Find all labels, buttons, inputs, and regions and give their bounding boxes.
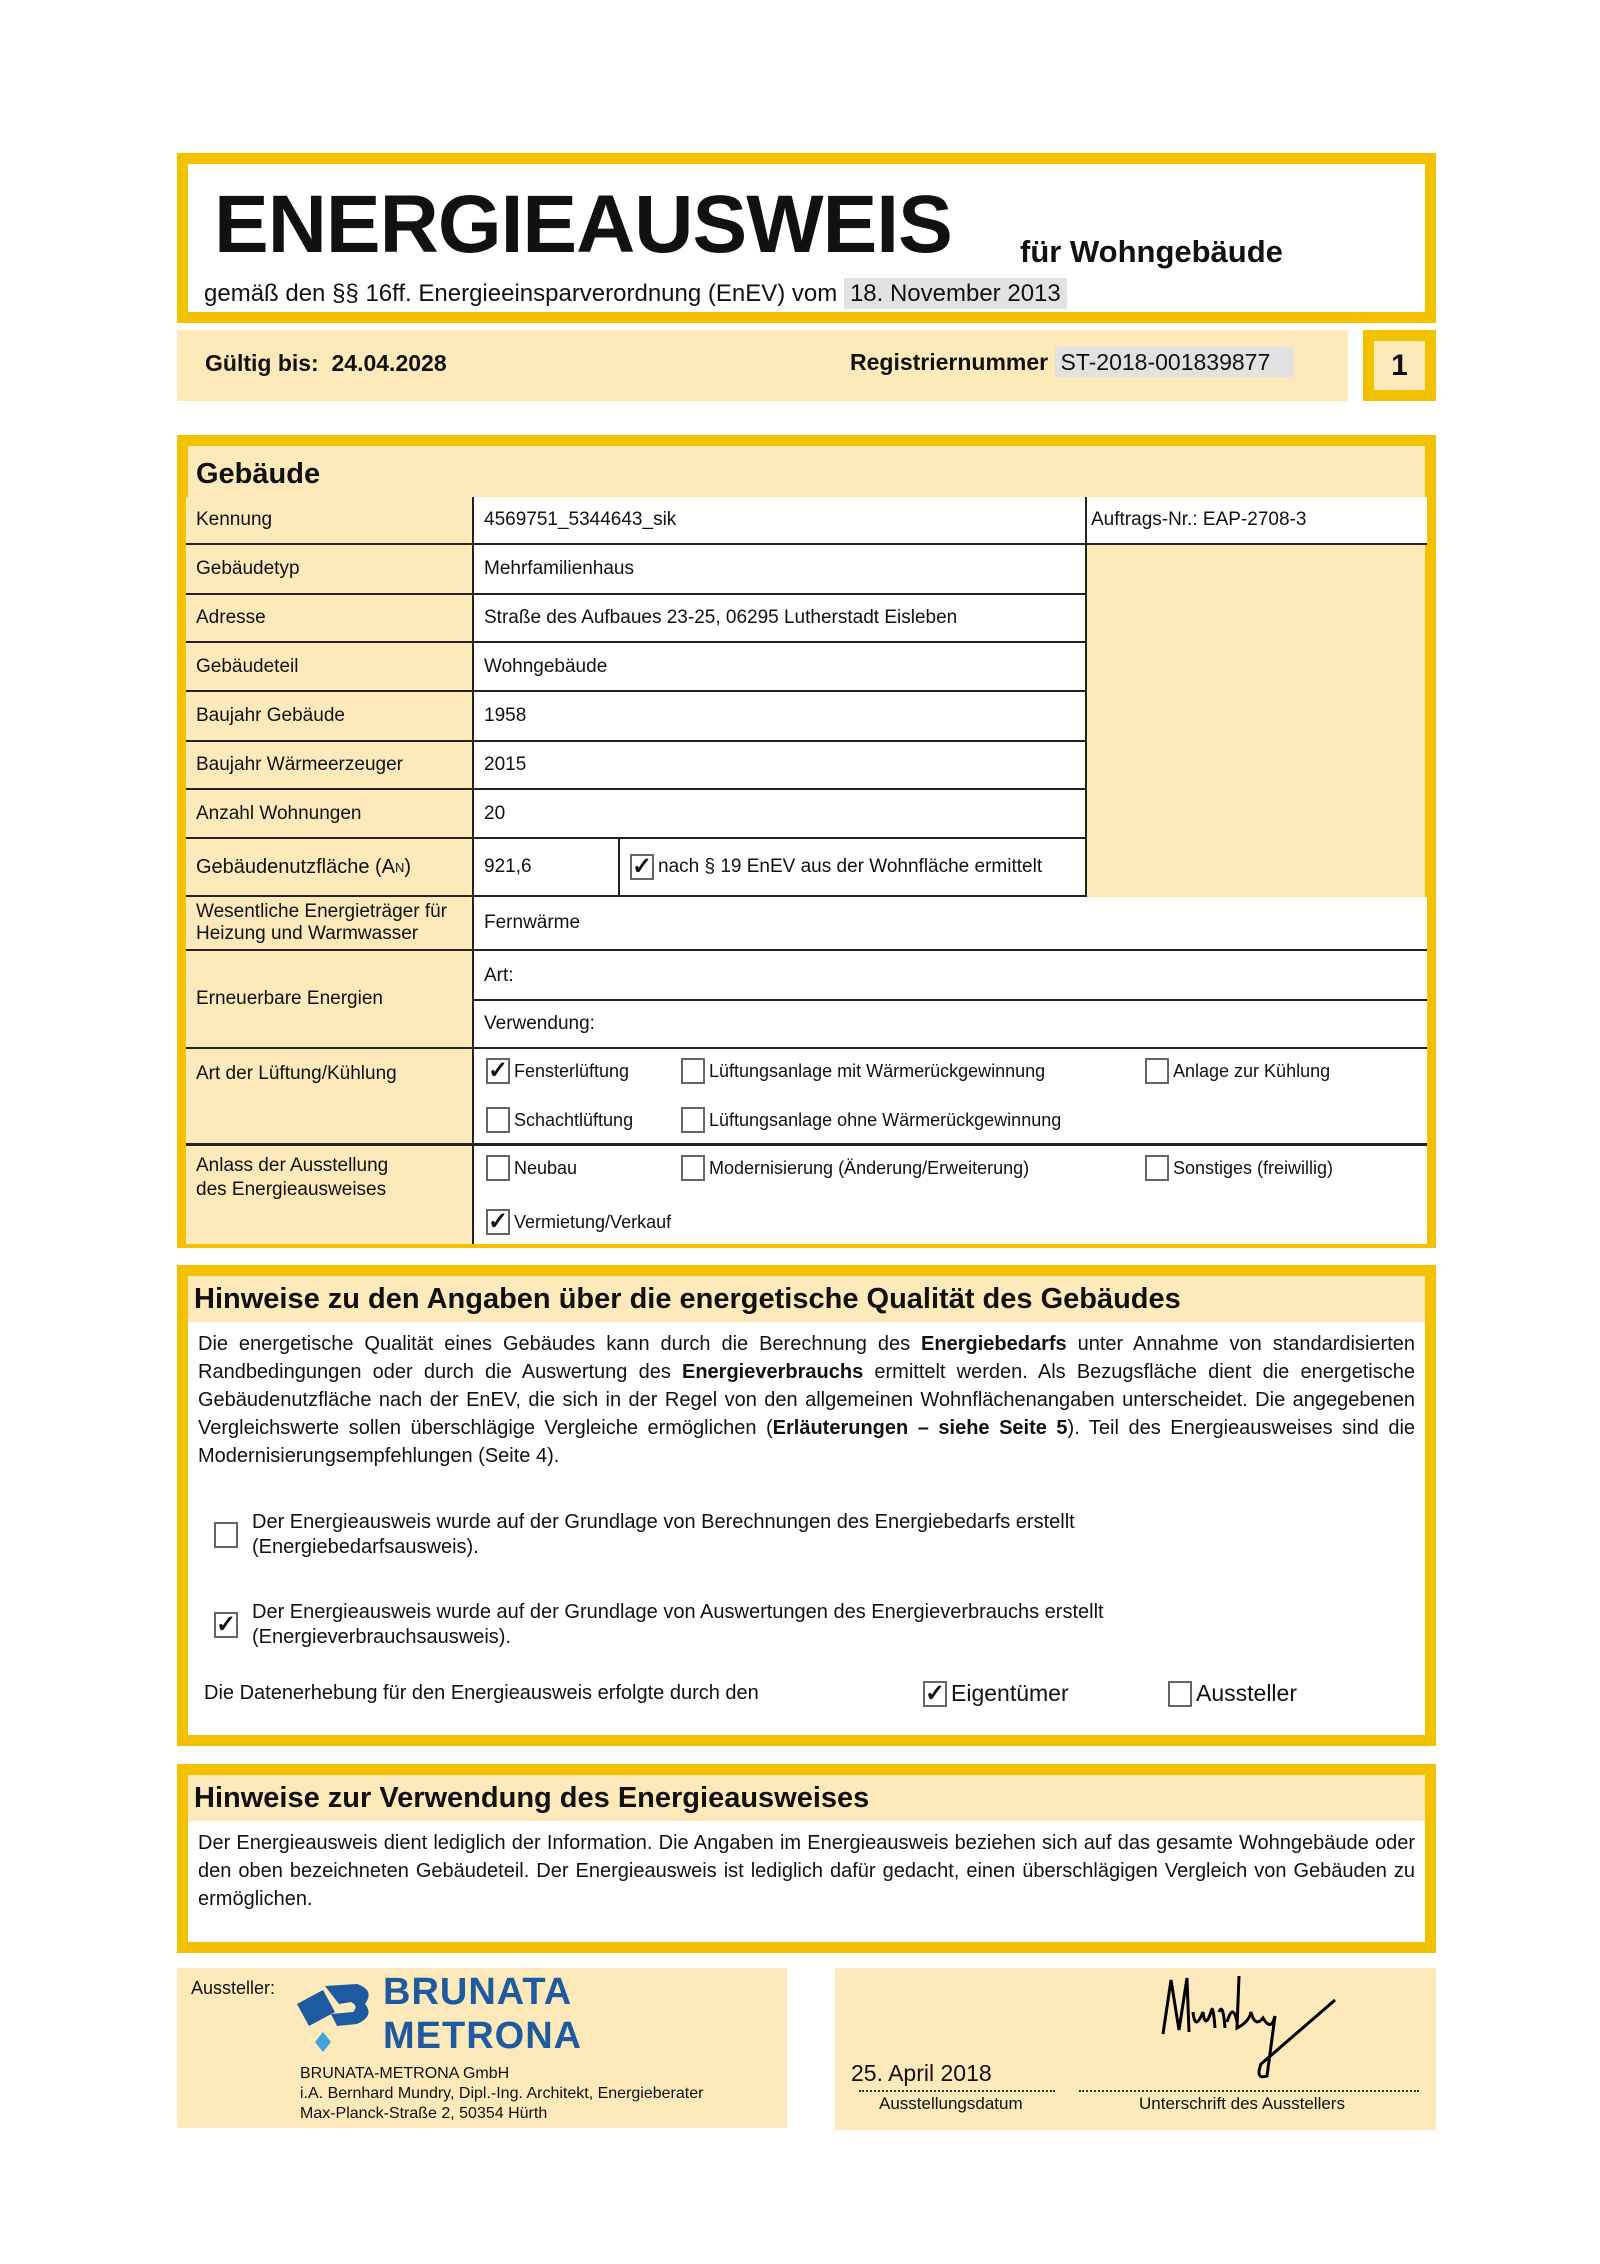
value-building-part: Wohngebäude <box>474 643 1087 692</box>
value-kennung: 4569751_5344643_sik <box>474 497 1087 545</box>
order-number: Auftrags-Nr.: EAP-2708-3 <box>1087 497 1427 545</box>
option-ventilation-with-recovery[interactable]: Lüftungsanlage mit Wärmerückgewinnung <box>681 1058 1045 1084</box>
label-ventilation: Art der Lüftung/Kühlung <box>186 1049 474 1146</box>
label-reason: Anlass der Ausstellung des Energieausweises <box>186 1146 474 1244</box>
validity-strip <box>177 330 1348 401</box>
option-issuer[interactable]: Aussteller <box>1168 1680 1297 1707</box>
signature-box <box>835 1968 1436 2130</box>
option-new-building[interactable]: Neubau <box>486 1155 577 1181</box>
option-ventilation-without-recovery[interactable]: Lüftungsanlage ohne Wärmerückgewinnung <box>681 1107 1061 1133</box>
notes-title: Hinweise zu den Angaben über die energetische Qualität des Gebäudes <box>188 1276 1425 1322</box>
signature-image <box>1159 1972 1339 2082</box>
label-heater-year: Baujahr Wärmeerzeuger <box>186 742 474 790</box>
date-line <box>859 2090 1055 2092</box>
valid-until: Gültig bis: 24.04.2028 <box>205 350 447 376</box>
data-collection-row <box>198 1680 1415 1707</box>
checkbox-consumption-certificate[interactable]: ✓ <box>216 1611 237 1638</box>
logo-text: BRUNATA METRONA <box>383 1971 583 2057</box>
option-cooling[interactable]: Anlage zur Kühlung <box>1145 1058 1330 1084</box>
checkbox-wohnflaeche[interactable]: ✓ <box>632 853 653 880</box>
value-apartments: 20 <box>474 790 1087 839</box>
label-kennung: Kennung <box>186 497 474 545</box>
consumption-certificate-option <box>198 1600 1415 1650</box>
subtitle: für Wohngebäude <box>1020 234 1283 269</box>
usage-text: Der Energieausweis dient lediglich der Information. Die Angaben im Energieausweis beziehen sich auf das gesamte Wohngebäude oder den oben bezeichneten Gebäudeteil. Der Energieausweis ist lediglich dafür gedacht, einen überschlägigen Vergleich von Gebäuden zu ermöglichen. <box>198 1832 1415 1910</box>
value-building-type: Mehrfamilienhaus <box>474 545 1087 595</box>
label-renewables: Erneuerbare Energien <box>186 951 474 1049</box>
notes-text: Die energetische Qualität eines Gebäudes kann durch die Berechnung des Energiebedarfs unter Annahme von standardisierten Randbedingungen oder durch die Auswertung des Energieverbrauchs ermittelt werden. Als Bezugsfläche dient die energetische Gebäudenutzfläche nach der EnEV, die sich in der Regel von den allgemeinen Wohnflächenangaben unterscheidet. Die angegebenen Vergleichswerte sollen überschlägige Vergleiche ermöglichen (Erläuterungen – siehe Seite 5). Teil des Energieausweises sind die Modernisierungsempfehlungen (Seite 4). <box>198 1333 1416 1467</box>
issue-date-label: Ausstellungsdatum <box>879 2094 1023 2113</box>
renewables-usage: Verwendung: <box>474 1001 1427 1049</box>
label-address: Adresse <box>186 595 474 643</box>
issuer-details: BRUNATA-METRONA GmbH i.A. Bernhard Mundry, Dipl.-Ing. Architekt, Energieberater Max-Planck-Straße 2, 50354 Hürth <box>300 2065 704 2122</box>
notes-section <box>177 1265 1436 1746</box>
option-rental-sale[interactable]: ✓ Vermietung/Verkauf <box>488 1208 672 1235</box>
signature-label: Unterschrift des Ausstellers <box>1139 2094 1345 2113</box>
section-title: Gebäude <box>196 458 321 490</box>
value-heater-year: 2015 <box>474 742 1087 790</box>
label-building-type: Gebäudetyp <box>186 545 474 595</box>
registration: Registriernummer ST-2018-001839877 <box>850 349 1294 376</box>
page-title: ENERGIEAUSWEIS <box>214 179 952 270</box>
header-box <box>177 153 1436 323</box>
option-window-ventilation[interactable]: ✓ Fensterlüftung <box>488 1057 630 1084</box>
checkbox-demand-certificate[interactable] <box>214 1522 238 1548</box>
enev-date: 18. November 2013 <box>844 278 1067 309</box>
usage-section <box>177 1764 1436 1953</box>
issuer-box <box>177 1968 787 2128</box>
renewables-type: Art: <box>474 951 1427 1001</box>
issue-date: 25. April 2018 <box>851 2060 992 2086</box>
signature-line <box>1079 2090 1419 2092</box>
legal-basis <box>204 280 1067 308</box>
consumption-certificate-text: Der Energieausweis wurde auf der Grundlage von Auswertungen des Energieverbrauchs erstellt (Energieverbrauchsausweis). <box>252 1601 1104 1648</box>
label-floor-area: Gebäudenutzfläche (A N ) <box>186 839 474 897</box>
label-energy-carrier: Wesentliche Energieträger für Heizung und Warmwasser <box>186 897 474 951</box>
value-construction-year: 1958 <box>474 692 1087 742</box>
usage-title: Hinweise zur Verwendung des Energieausweises <box>188 1775 1425 1821</box>
label-building-part: Gebäudeteil <box>186 643 474 692</box>
floor-area-method: ✓ nach § 19 EnEV aus der Wohnfläche ermittelt <box>620 839 1087 897</box>
page-number-box: 1 <box>1363 330 1436 401</box>
option-owner[interactable]: ✓ Eigentümer <box>925 1679 1069 1707</box>
legal-text: gemäß den §§ 16ff. Energieeinsparverordnung (EnEV) vom <box>204 280 838 307</box>
registration-number: ST-2018-001839877 <box>1055 347 1295 377</box>
label-construction-year: Baujahr Gebäude <box>186 692 474 742</box>
label-apartments: Anzahl Wohnungen <box>186 790 474 839</box>
option-modernisation[interactable]: Modernisierung (Änderung/Erweiterung) <box>681 1155 1029 1181</box>
issuer-label: Aussteller: <box>191 1978 276 1998</box>
notes-body <box>198 1330 1415 1707</box>
data-collection-label: Die Datenerhebung für den Energieausweis erfolgte durch den <box>204 1682 759 1704</box>
brunata-logo-icon <box>295 1982 377 2052</box>
demand-certificate-text: Der Energieausweis wurde auf der Grundlage von Berechnungen des Energiebedarfs erstellt (Energiebedarfsausweis). <box>252 1511 1075 1558</box>
option-other[interactable]: Sonstiges (freiwillig) <box>1145 1155 1333 1181</box>
value-floor-area: 921,6 <box>474 839 620 897</box>
option-shaft-ventilation[interactable]: Schachtlüftung <box>486 1107 633 1133</box>
demand-certificate-option <box>198 1510 1415 1560</box>
value-address: Straße des Aufbaues 23-25, 06295 Lutherstadt Eisleben <box>474 595 1087 643</box>
value-energy-carrier: Fernwärme <box>474 897 1427 951</box>
